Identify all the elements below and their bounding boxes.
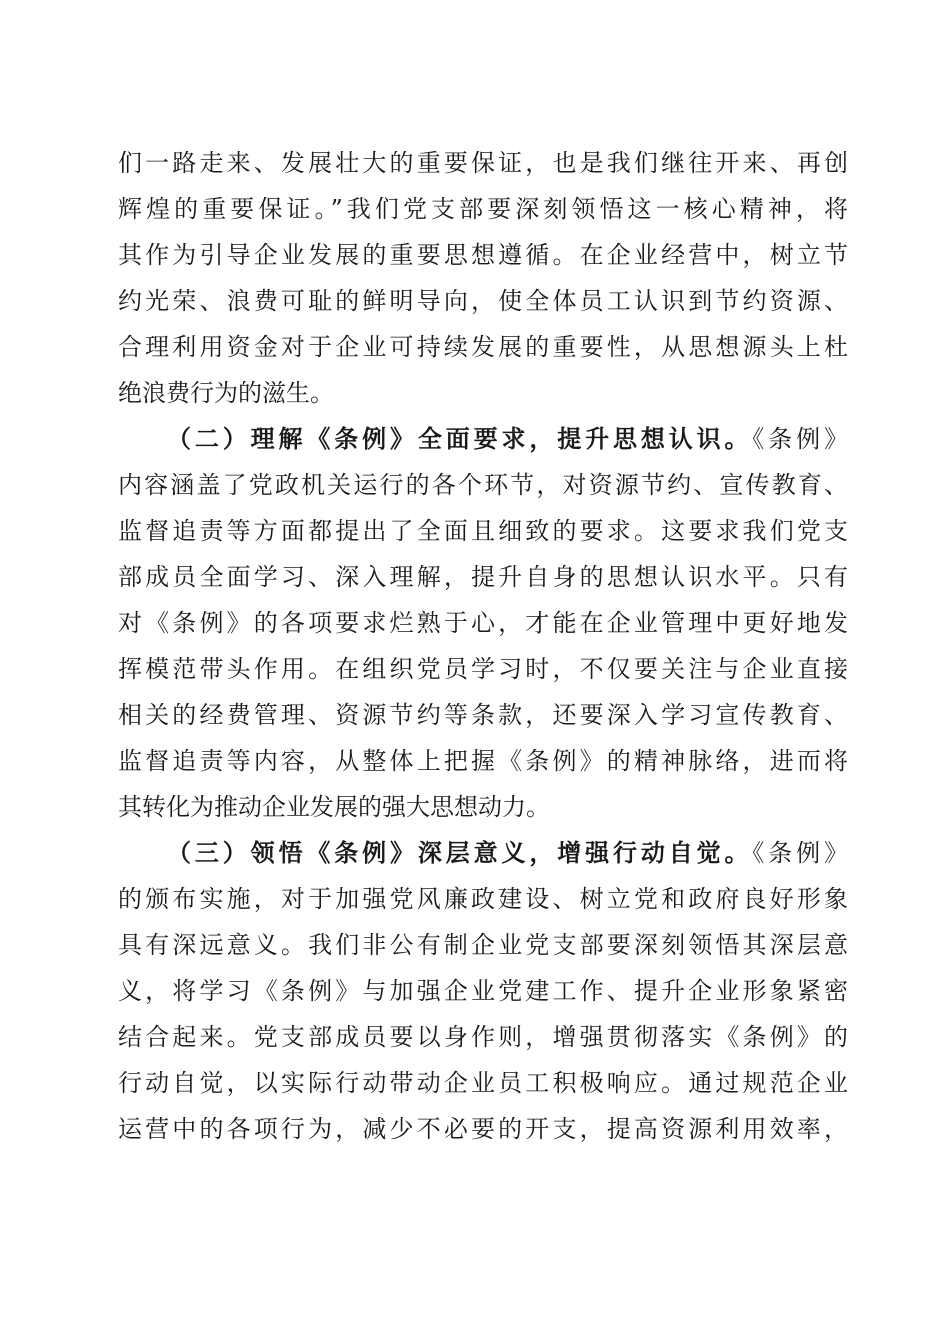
body-line: 部成员全面学习、深入理解，提升自身的思想认识水平。只有	[118, 563, 848, 591]
body-line: 的颁布实施，对于加强党风廉政建设、树立党和政府良好形象	[118, 885, 848, 913]
body-line: 行动自觉，以实际行动带动企业员工积极响应。通过规范企业	[118, 1069, 848, 1097]
section-heading: （二）理解《条例》全面要求，提升思想认识。	[167, 424, 753, 453]
section-heading-line	[167, 830, 848, 876]
body-line: 挥模范带头作用。在组织党员学习时，不仅要关注与企业直接	[118, 655, 848, 683]
body-line: 对《条例》的各项要求烂熟于心，才能在企业管理中更好地发	[118, 609, 848, 637]
body-line: 合理利用资金对于企业可持续发展的重要性，从思想源头上杜	[118, 333, 848, 361]
body-line: 监督追责等内容，从整体上把握《条例》的精神脉络，进而将	[118, 747, 848, 775]
section-lead-text: 《条例》	[752, 425, 848, 453]
body-line: 具有深远意义。我们非公有制企业党支部要深刻领悟其深层意	[118, 931, 848, 959]
body-line: 运营中的各项行为，减少不必要的开支，提高资源利用效率，	[118, 1115, 848, 1143]
section-heading-line	[167, 416, 848, 462]
body-line: 们一路走来、发展壮大的重要保证，也是我们继往开来、再创	[118, 149, 848, 177]
body-line: 义，将学习《条例》与加强企业党建工作、提升企业形象紧密	[118, 977, 848, 1005]
body-line: 相关的经费管理、资源节约等条款，还要深入学习宣传教育、	[118, 701, 848, 729]
body-line: 辉煌的重要保证。”我们党支部要深刻领悟这一核心精神，将	[118, 195, 848, 223]
body-line: 其转化为推动企业发展的强大思想动力。	[118, 793, 550, 821]
body-line: 监督追责等方面都提出了全面且细致的要求。这要求我们党支	[118, 517, 848, 545]
body-line: 绝浪费行为的滋生。	[118, 379, 334, 407]
body-line: 内容涵盖了党政机关运行的各个环节，对资源节约、宣传教育、	[118, 471, 848, 499]
body-line: 其作为引导企业发展的重要思想遵循。在企业经营中，树立节	[118, 241, 848, 269]
body-line: 约光荣、浪费可耻的鲜明导向，使全体员工认识到节约资源、	[118, 287, 848, 315]
section-heading: （三）领悟《条例》深层意义，增强行动自觉。	[167, 838, 753, 867]
section-lead-text: 《条例》	[752, 839, 848, 867]
body-line: 结合起来。党支部成员要以身作则，增强贯彻落实《条例》的	[118, 1023, 848, 1051]
